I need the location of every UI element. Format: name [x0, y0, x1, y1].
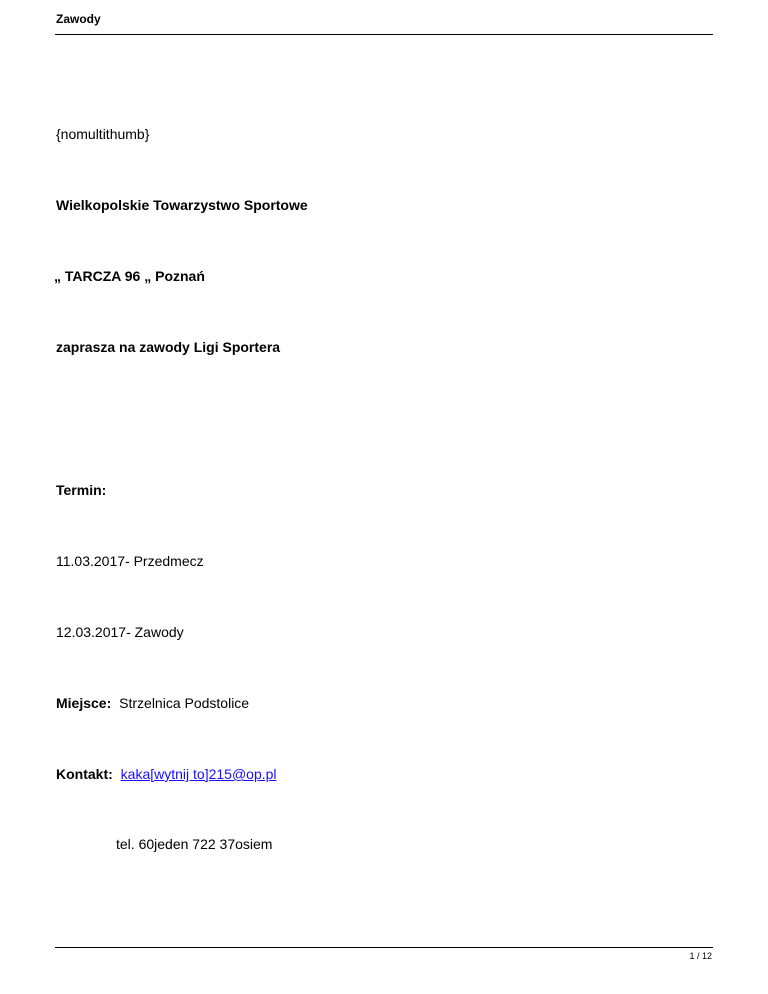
contact-phone: tel. 60jeden 722 37osiem	[116, 836, 273, 852]
contact-row	[56, 766, 277, 783]
contact-email-link[interactable]: kaka[wytnij to]215@op.pl	[120, 766, 277, 782]
plugin-tag-text: {nomultithumb}	[56, 126, 150, 142]
club-name: „ TARCZA 96 „ Poznań	[54, 268, 205, 284]
date-competition: 12.03.2017- Zawody	[56, 624, 184, 640]
invitation-text: zaprasza na zawody Ligi Sportera	[56, 339, 281, 355]
contact-label: Kontakt:	[56, 766, 113, 782]
place-value: Strzelnica Podstolice	[119, 695, 250, 711]
place-row	[56, 695, 249, 712]
header-divider	[55, 34, 713, 35]
footer-divider	[55, 947, 713, 948]
organization-name: Wielkopolskie Towarzystwo Sportowe	[56, 197, 308, 213]
page-header-title: Zawody	[56, 12, 101, 26]
page-number: 1 / 12	[689, 951, 712, 961]
date-prematch: 11.03.2017- Przedmecz	[56, 553, 204, 569]
place-label: Miejsce:	[56, 695, 112, 711]
term-label: Termin:	[56, 482, 107, 498]
